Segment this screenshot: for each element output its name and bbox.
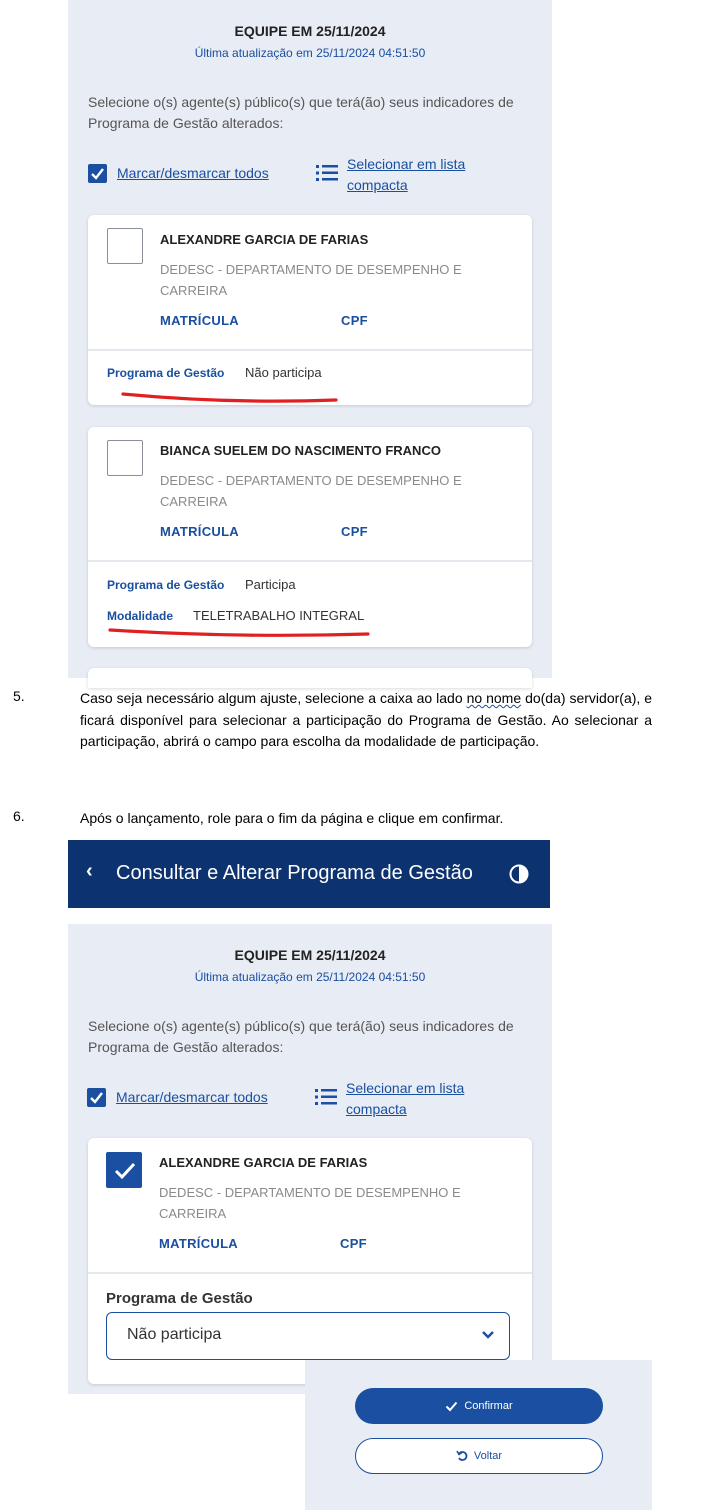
agent-department: DEDESC - DEPARTAMENTO DE DESEMPENHO E CARREIRA (159, 1185, 461, 1221)
agent-name: ALEXANDRE GARCIA DE FARIAS (159, 1155, 368, 1170)
instructions-text: Selecione o(s) agente(s) público(s) que terá(ão) seus indicadores de Programa de Gestão alterados: (88, 94, 514, 131)
agent-card (88, 1138, 532, 1384)
program-value: Não participa (245, 365, 322, 380)
back-label: Voltar (473, 1450, 503, 1462)
screen1-panel (68, 0, 552, 678)
agent-card-partial (88, 668, 532, 688)
checkmark-icon (107, 1153, 143, 1189)
back-button[interactable] (355, 1438, 603, 1474)
screen2-panel (68, 924, 552, 1394)
agent-department: DEDESC - DEPARTAMENTO DE DESEMPENHO E CARREIRA (160, 473, 462, 509)
agent-card (88, 215, 532, 405)
matricula-label: MATRÍCULA (159, 1236, 238, 1251)
instructions-text: Selecione o(s) agente(s) público(s) que terá(ão) seus indicadores de Programa de Gestão alterados: (88, 1018, 514, 1055)
agent-checkbox[interactable] (107, 440, 143, 476)
toggle-all-link[interactable]: Marcar/desmarcar todos (116, 1089, 268, 1105)
program-field-label: Programa de Gestão (106, 1290, 253, 1307)
modality-label: Modalidade (107, 609, 174, 623)
team-title: EQUIPE EM 25/11/2024 (234, 947, 386, 963)
program-value: Participa (245, 577, 296, 592)
agent-card (88, 427, 532, 647)
agent-name: ALEXANDRE GARCIA DE FARIAS (160, 232, 369, 247)
cpf-label: CPF (341, 313, 368, 328)
back-chevron-icon[interactable]: ‹ (86, 860, 93, 882)
toggle-all-checkbox[interactable] (87, 1088, 106, 1107)
contrast-icon[interactable] (509, 864, 529, 884)
matricula-label: MATRÍCULA (160, 313, 239, 328)
actions-panel (305, 1360, 652, 1510)
agent-department: DEDESC - DEPARTAMENTO DE DESEMPENHO E CARREIRA (160, 262, 462, 298)
team-title: EQUIPE EM 25/11/2024 (234, 23, 386, 39)
modality-value: TELETRABALHO INTEGRAL (193, 608, 365, 623)
agent-checkbox[interactable] (106, 1152, 142, 1188)
checkmark-icon (87, 1088, 106, 1107)
annotation-underline (118, 386, 343, 406)
step-text: Caso seja necessário algum ajuste, selecione a caixa ao lado no nome do(da) servidor(a), e ficará disponível para selecionar a participação do Programa de Gestão. Ao selecionar a participação, abrirá o campo para escolha da modalidade de participação. (80, 690, 653, 749)
agent-name: BIANCA SUELEM DO NASCIMENTO FRANCO (160, 443, 441, 458)
matricula-label: MATRÍCULA (160, 524, 239, 539)
compact-list-link[interactable]: Selecionar em lista compacta (346, 1080, 465, 1117)
step-number: 5. (13, 688, 25, 704)
compact-list-link[interactable]: Selecionar em lista compacta (347, 156, 466, 193)
list-icon[interactable] (316, 164, 338, 182)
toggle-all-checkbox[interactable] (88, 164, 107, 183)
annotation-underline (106, 622, 376, 642)
checkmark-icon (88, 164, 107, 183)
last-update: Última atualização em 25/11/2024 04:51:50 (194, 46, 426, 60)
card-divider (88, 560, 532, 562)
undo-icon (456, 1450, 468, 1462)
card-divider (88, 349, 532, 351)
step-text: Após o lançamento, role para o fim da página e clique em confirmar. (80, 810, 504, 826)
program-select-value: Não participa (127, 1326, 222, 1343)
check-icon (445, 1401, 458, 1412)
app-header (68, 840, 550, 908)
chevron-down-icon (481, 1330, 495, 1340)
cpf-label: CPF (340, 1236, 367, 1251)
confirm-label: Confirmar (464, 1400, 513, 1412)
card-divider (88, 1272, 532, 1274)
step-number: 6. (13, 808, 25, 824)
list-icon[interactable] (315, 1088, 337, 1106)
program-label: Programa de Gestão (107, 366, 225, 380)
page-title: Consultar e Alterar Programa de Gestão (116, 862, 473, 884)
last-update: Última atualização em 25/11/2024 04:51:50 (194, 970, 426, 984)
program-select[interactable] (106, 1312, 510, 1360)
agent-checkbox[interactable] (107, 228, 143, 264)
program-label: Programa de Gestão (107, 578, 225, 592)
confirm-button[interactable] (355, 1388, 603, 1424)
cpf-label: CPF (341, 524, 368, 539)
toggle-all-link[interactable]: Marcar/desmarcar todos (117, 165, 269, 181)
